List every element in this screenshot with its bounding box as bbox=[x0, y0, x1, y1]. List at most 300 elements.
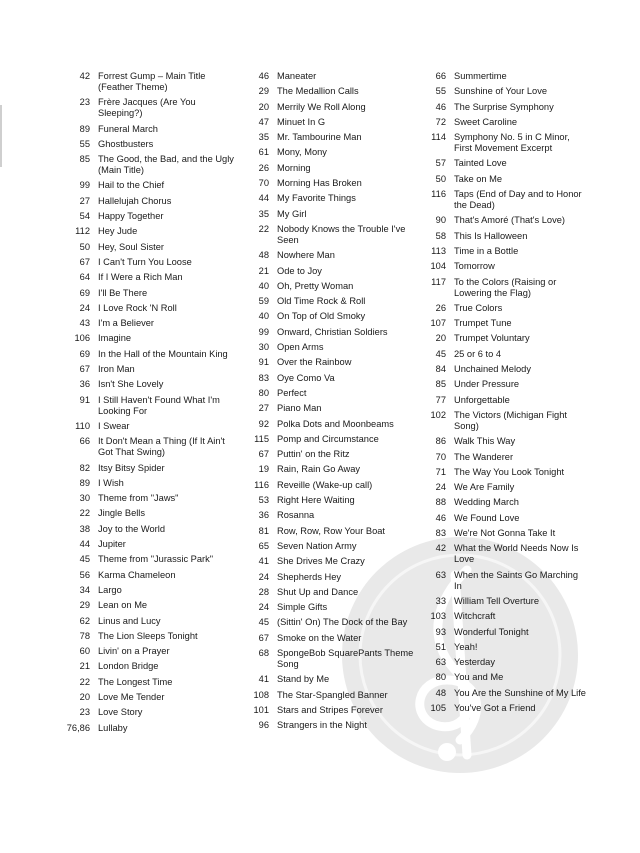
page-number: 24 bbox=[258, 602, 269, 613]
page-number: 82 bbox=[79, 462, 90, 473]
page-number: 99 bbox=[258, 326, 269, 337]
page-number: 36 bbox=[79, 379, 90, 390]
index-entry bbox=[66, 154, 238, 176]
song-title: Oye Como Va bbox=[277, 372, 335, 383]
page-number: 26 bbox=[435, 302, 446, 313]
page-number: 81 bbox=[258, 525, 269, 536]
song-title: Onward, Christian Soldiers bbox=[277, 326, 388, 337]
index-entry bbox=[66, 139, 238, 150]
song-title: Over the Rainbow bbox=[277, 357, 352, 368]
song-title: That's Amoré (That's Love) bbox=[454, 215, 566, 226]
index-entry bbox=[422, 672, 588, 683]
page-number: 105 bbox=[430, 702, 446, 713]
page-number: 22 bbox=[79, 676, 90, 687]
index-entry bbox=[66, 646, 238, 657]
page-number: 101 bbox=[253, 704, 269, 715]
page-number: 22 bbox=[258, 223, 269, 234]
page-number: 50 bbox=[435, 173, 446, 184]
page-number: 67 bbox=[258, 449, 269, 460]
page-number: 44 bbox=[258, 193, 269, 204]
song-title: Symphony No. 5 in C Minor, First Movement Excerpt bbox=[454, 132, 570, 154]
page-number: 24 bbox=[258, 571, 269, 582]
song-title: The Good, the Bad, and the Ugly (Main Title) bbox=[98, 154, 234, 176]
song-title: Hallelujah Chorus bbox=[98, 195, 172, 206]
song-title: In the Hall of the Mountain King bbox=[98, 348, 228, 359]
page-number: 76,86 bbox=[66, 722, 90, 733]
index-entry bbox=[422, 528, 588, 539]
page-number: 115 bbox=[254, 433, 269, 444]
page-number: 29 bbox=[79, 600, 90, 611]
index-entry bbox=[422, 452, 588, 463]
index-entry bbox=[245, 224, 415, 246]
song-title: It Don't Mean a Thing (If It Ain't Got That Swing) bbox=[98, 436, 225, 458]
index-entry bbox=[245, 266, 415, 277]
page-number: 42 bbox=[79, 71, 90, 81]
song-title: Reveille (Wake-up call) bbox=[277, 479, 373, 490]
page-number: 102 bbox=[430, 409, 446, 420]
index-entry bbox=[245, 71, 415, 82]
index-entry bbox=[245, 163, 415, 174]
index-entry bbox=[422, 333, 588, 344]
song-title: Stars and Stripes Forever bbox=[277, 704, 383, 715]
page-number: 63 bbox=[435, 657, 446, 668]
song-title: We Are Family bbox=[454, 482, 515, 493]
song-title: Happy Together bbox=[98, 211, 164, 222]
index-entry bbox=[66, 226, 238, 237]
page-number: 104 bbox=[430, 261, 446, 272]
index-entry bbox=[245, 434, 415, 445]
page-number: 51 bbox=[435, 641, 446, 652]
song-title: The Longest Time bbox=[98, 676, 173, 687]
song-title: Take on Me bbox=[454, 173, 503, 184]
index-entry bbox=[245, 617, 415, 628]
song-title: We Found Love bbox=[454, 512, 520, 523]
song-title: Shepherds Hey bbox=[277, 571, 342, 582]
song-title: Morning Has Broken bbox=[277, 178, 362, 189]
song-title: My Girl bbox=[277, 208, 307, 219]
page-number: 20 bbox=[258, 101, 269, 112]
page-number: 58 bbox=[435, 230, 446, 241]
index-entry bbox=[66, 692, 238, 703]
song-title: The Lion Sleeps Tonight bbox=[98, 630, 198, 641]
page-number: 107 bbox=[430, 318, 446, 329]
index-entry bbox=[66, 421, 238, 432]
index-entry bbox=[422, 482, 588, 493]
index-entry bbox=[66, 723, 238, 734]
index-entry bbox=[245, 178, 415, 189]
index-entry bbox=[245, 510, 415, 521]
song-title: Joy to the World bbox=[98, 523, 166, 534]
page-number: 43 bbox=[79, 318, 90, 329]
song-title: Strangers in the Night bbox=[277, 720, 367, 731]
page-number: 27 bbox=[79, 195, 90, 206]
index-entry bbox=[422, 132, 588, 154]
song-title: Itsy Bitsy Spider bbox=[98, 462, 165, 473]
song-title: If I Were a Rich Man bbox=[98, 272, 183, 283]
index-column-3 bbox=[422, 71, 588, 718]
page-number: 89 bbox=[79, 123, 90, 134]
index-entry bbox=[422, 215, 588, 226]
index-entry bbox=[245, 342, 415, 353]
index-entry bbox=[66, 349, 238, 360]
page-number: 44 bbox=[79, 539, 90, 550]
page-number: 55 bbox=[79, 138, 90, 149]
index-entry bbox=[422, 642, 588, 653]
index-entry bbox=[66, 585, 238, 596]
song-title: Isn't She Lovely bbox=[98, 379, 164, 390]
page-number: 46 bbox=[435, 101, 446, 112]
page-number: 67 bbox=[258, 632, 269, 643]
page-number: 46 bbox=[258, 71, 269, 81]
page-number: 110 bbox=[75, 420, 90, 431]
index-entry bbox=[422, 303, 588, 314]
index-entry bbox=[245, 86, 415, 97]
song-title: William Tell Overture bbox=[454, 595, 540, 606]
page-number: 19 bbox=[258, 464, 269, 475]
index-entry bbox=[66, 616, 238, 627]
song-title: Shut Up and Dance bbox=[277, 586, 359, 597]
index-entry bbox=[422, 703, 588, 714]
song-title: Perfect bbox=[277, 387, 307, 398]
page-number: 66 bbox=[79, 436, 90, 447]
song-title: Karma Chameleon bbox=[98, 569, 176, 580]
song-title: Linus and Lucy bbox=[98, 615, 161, 626]
index-entry bbox=[66, 600, 238, 611]
song-title: Stand by Me bbox=[277, 674, 330, 685]
index-entry bbox=[245, 480, 415, 491]
song-title: Love Me Tender bbox=[98, 691, 165, 702]
song-title: I'll Be There bbox=[98, 287, 148, 298]
page-number: 53 bbox=[258, 495, 269, 506]
song-title: Trumpet Voluntary bbox=[454, 333, 530, 344]
page-number: 45 bbox=[79, 554, 90, 565]
index-entry bbox=[245, 526, 415, 537]
song-title: Under Pressure bbox=[454, 379, 520, 390]
song-title: (Sittin' On) The Dock of the Bay bbox=[277, 617, 408, 628]
page-number: 85 bbox=[435, 379, 446, 390]
song-title: Forrest Gump – Main Title (Feather Theme) bbox=[98, 71, 206, 92]
index-entry bbox=[245, 117, 415, 128]
page-number: 57 bbox=[435, 158, 446, 169]
song-title: Wonderful Tonight bbox=[454, 626, 529, 637]
song-title: I Still Haven't Found What I'm Looking For bbox=[98, 394, 220, 416]
index-entry bbox=[422, 189, 588, 211]
song-title: Funeral March bbox=[98, 123, 158, 134]
page-number: 69 bbox=[79, 348, 90, 359]
song-title: Row, Row, Row Your Boat bbox=[277, 525, 386, 536]
index-entry bbox=[245, 587, 415, 598]
page-number: 70 bbox=[258, 178, 269, 189]
song-title: Mony, Mony bbox=[277, 147, 327, 158]
page-number: 106 bbox=[74, 333, 90, 344]
index-entry bbox=[245, 720, 415, 731]
index-entry bbox=[245, 556, 415, 567]
index-entry bbox=[422, 158, 588, 169]
index-entry bbox=[245, 209, 415, 220]
song-title: I Can't Turn You Loose bbox=[98, 256, 192, 267]
song-title: Tainted Love bbox=[454, 158, 507, 169]
index-entry bbox=[422, 410, 588, 432]
index-entry bbox=[422, 231, 588, 242]
index-entry bbox=[245, 403, 415, 414]
index-entry bbox=[422, 543, 588, 565]
song-title: Oh, Pretty Woman bbox=[277, 280, 354, 291]
song-title: Rosanna bbox=[277, 510, 315, 521]
song-title: 25 or 6 to 4 bbox=[454, 348, 502, 359]
song-title: The Way You Look Tonight bbox=[454, 466, 565, 477]
song-title: I'm a Believer bbox=[98, 318, 155, 329]
index-entry bbox=[422, 611, 588, 622]
index-entry bbox=[66, 436, 238, 458]
song-title: Time in a Bottle bbox=[454, 245, 519, 256]
song-title: When the Saints Go Marching In bbox=[454, 569, 579, 591]
page-number: 63 bbox=[435, 569, 446, 580]
song-title: Open Arms bbox=[277, 342, 324, 353]
song-title: Morning bbox=[277, 162, 311, 173]
song-title: Unchained Melody bbox=[454, 364, 532, 375]
index-entry bbox=[245, 281, 415, 292]
page-number: 116 bbox=[254, 479, 269, 490]
index-entry bbox=[422, 627, 588, 638]
index-entry bbox=[66, 554, 238, 565]
index-entry bbox=[66, 242, 238, 253]
song-index bbox=[0, 71, 640, 831]
index-entry bbox=[422, 117, 588, 128]
song-title: I Love Rock 'N Roll bbox=[98, 302, 177, 313]
index-entry bbox=[245, 648, 415, 670]
page-number: 114 bbox=[431, 132, 446, 143]
page-number: 86 bbox=[435, 436, 446, 447]
song-title: The Surprise Symphony bbox=[454, 101, 554, 112]
index-entry bbox=[66, 97, 238, 119]
page-number: 92 bbox=[258, 418, 269, 429]
index-entry bbox=[66, 631, 238, 642]
song-title: Sweet Caroline bbox=[454, 116, 518, 127]
song-title: She Drives Me Crazy bbox=[277, 556, 365, 567]
song-title: What the World Needs Now Is Love bbox=[454, 543, 579, 565]
song-title: Jingle Bells bbox=[98, 508, 146, 519]
index-entry bbox=[66, 677, 238, 688]
index-entry bbox=[245, 250, 415, 261]
page-number: 85 bbox=[79, 154, 90, 165]
song-title: Lean on Me bbox=[98, 600, 148, 611]
page-number: 71 bbox=[435, 466, 446, 477]
index-column-2 bbox=[245, 71, 415, 735]
index-entry bbox=[66, 196, 238, 207]
song-title: Jupiter bbox=[98, 539, 126, 550]
song-title: Old Time Rock & Roll bbox=[277, 296, 366, 307]
index-entry bbox=[245, 705, 415, 716]
index-entry bbox=[245, 327, 415, 338]
page-number: 55 bbox=[435, 86, 446, 97]
song-title: Puttin' on the Ritz bbox=[277, 449, 350, 460]
page-number: 35 bbox=[258, 132, 269, 143]
page-number: 117 bbox=[431, 276, 446, 287]
page-number: 27 bbox=[258, 403, 269, 414]
page-number: 50 bbox=[79, 241, 90, 252]
song-title: SpongeBob SquarePants Theme Song bbox=[277, 647, 414, 669]
page-number: 72 bbox=[435, 116, 446, 127]
index-entry bbox=[66, 303, 238, 314]
page-number: 23 bbox=[79, 97, 90, 108]
index-entry bbox=[422, 688, 588, 699]
song-title: Hey, Soul Sister bbox=[98, 241, 164, 252]
song-title: This Is Halloween bbox=[454, 230, 528, 241]
page-number: 36 bbox=[258, 510, 269, 521]
index-entry bbox=[422, 261, 588, 272]
index-entry bbox=[66, 463, 238, 474]
song-title: Livin' on a Prayer bbox=[98, 646, 170, 657]
page-number: 45 bbox=[435, 348, 446, 359]
page-number: 45 bbox=[258, 617, 269, 628]
song-title: Theme from "Jaws" bbox=[98, 493, 179, 504]
index-entry bbox=[66, 379, 238, 390]
index-entry bbox=[66, 570, 238, 581]
song-title: Taps (End of Day and to Honor the Dead) bbox=[454, 189, 582, 211]
song-title: Right Here Waiting bbox=[277, 495, 355, 506]
page-number: 67 bbox=[79, 364, 90, 375]
page-number: 90 bbox=[435, 215, 446, 226]
index-entry bbox=[245, 296, 415, 307]
page-number: 24 bbox=[435, 482, 446, 493]
index-entry bbox=[245, 147, 415, 158]
index-entry bbox=[66, 364, 238, 375]
song-title: Hey Jude bbox=[98, 226, 138, 237]
song-title: Walk This Way bbox=[454, 436, 516, 447]
index-entry bbox=[245, 193, 415, 204]
index-entry bbox=[245, 541, 415, 552]
index-entry bbox=[422, 174, 588, 185]
index-entry bbox=[245, 373, 415, 384]
index-entry bbox=[422, 86, 588, 97]
song-title: The Star-Spangled Banner bbox=[277, 689, 388, 700]
page-number: 21 bbox=[79, 661, 90, 672]
song-title: Love Story bbox=[98, 707, 143, 718]
index-entry bbox=[245, 633, 415, 644]
page-number: 67 bbox=[79, 256, 90, 267]
song-title: On Top of Old Smoky bbox=[277, 311, 366, 322]
page-number: 41 bbox=[258, 556, 269, 567]
page-number: 21 bbox=[258, 265, 269, 276]
song-title: Hail to the Chief bbox=[98, 180, 165, 191]
page-number: 54 bbox=[79, 211, 90, 222]
index-entry bbox=[66, 395, 238, 417]
page-number: 35 bbox=[258, 208, 269, 219]
index-entry bbox=[245, 102, 415, 113]
page-number: 68 bbox=[258, 647, 269, 658]
index-entry bbox=[245, 572, 415, 583]
song-title: You've Got a Friend bbox=[454, 702, 536, 713]
index-entry bbox=[245, 419, 415, 430]
song-title: To the Colors (Raising or Lowering the Flag) bbox=[454, 276, 557, 298]
page-number: 48 bbox=[258, 250, 269, 261]
song-title: Piano Man bbox=[277, 403, 322, 414]
page-number: 78 bbox=[79, 630, 90, 641]
page-number: 26 bbox=[258, 162, 269, 173]
index-entry bbox=[66, 71, 238, 93]
page-number: 83 bbox=[258, 372, 269, 383]
page-number: 80 bbox=[258, 387, 269, 398]
page-number: 93 bbox=[435, 626, 446, 637]
page-number: 84 bbox=[435, 364, 446, 375]
index-entry bbox=[245, 388, 415, 399]
song-title: The Victors (Michigan Fight Song) bbox=[454, 409, 567, 431]
index-entry bbox=[422, 318, 588, 329]
page-number: 46 bbox=[435, 512, 446, 523]
index-entry bbox=[422, 497, 588, 508]
song-title: Mr. Tambourine Man bbox=[277, 132, 362, 143]
song-title: You and Me bbox=[454, 672, 504, 683]
song-title: Nobody Knows the Trouble I've Seen bbox=[277, 223, 406, 245]
index-entry bbox=[66, 318, 238, 329]
index-entry bbox=[66, 180, 238, 191]
index-entry bbox=[66, 493, 238, 504]
page-number: 42 bbox=[435, 543, 446, 554]
page-number: 96 bbox=[258, 720, 269, 731]
page-number: 24 bbox=[79, 302, 90, 313]
page-number: 29 bbox=[258, 86, 269, 97]
page-number: 70 bbox=[435, 451, 446, 462]
page-number: 28 bbox=[258, 586, 269, 597]
index-entry bbox=[422, 570, 588, 592]
page-number: 22 bbox=[79, 508, 90, 519]
page-number: 34 bbox=[79, 584, 90, 595]
page-number: 91 bbox=[79, 394, 90, 405]
page-number: 61 bbox=[258, 147, 269, 158]
song-title: Trumpet Tune bbox=[454, 318, 512, 329]
index-entry bbox=[66, 124, 238, 135]
song-title: Wedding March bbox=[454, 497, 519, 508]
song-title: Maneater bbox=[277, 71, 317, 81]
page-number: 112 bbox=[75, 226, 90, 237]
page-number: 103 bbox=[430, 611, 446, 622]
song-title: You Are the Sunshine of My Life bbox=[454, 687, 586, 698]
index-entry bbox=[422, 596, 588, 607]
song-title: Yeah! bbox=[454, 641, 478, 652]
song-title: Minuet In G bbox=[277, 116, 326, 127]
index-entry bbox=[66, 539, 238, 550]
page-number: 99 bbox=[79, 180, 90, 191]
index-entry bbox=[422, 364, 588, 375]
page-number: 23 bbox=[79, 707, 90, 718]
index-entry bbox=[245, 357, 415, 368]
song-title: Lullaby bbox=[98, 722, 128, 733]
page-number: 113 bbox=[431, 245, 446, 256]
index-entry bbox=[66, 707, 238, 718]
index-entry bbox=[245, 311, 415, 322]
page-number: 91 bbox=[258, 357, 269, 368]
song-title: Pomp and Circumstance bbox=[277, 433, 379, 444]
song-title: I Wish bbox=[98, 477, 124, 488]
index-entry bbox=[66, 333, 238, 344]
page-number: 64 bbox=[79, 272, 90, 283]
page-number: 60 bbox=[79, 646, 90, 657]
page-number: 62 bbox=[79, 615, 90, 626]
index-entry bbox=[245, 464, 415, 475]
song-title: Polka Dots and Moonbeams bbox=[277, 418, 394, 429]
song-title: Ghostbusters bbox=[98, 138, 154, 149]
song-title: Rain, Rain Go Away bbox=[277, 464, 361, 475]
song-title: Unforgettable bbox=[454, 394, 510, 405]
page-number: 88 bbox=[435, 497, 446, 508]
page-number: 69 bbox=[79, 287, 90, 298]
index-entry bbox=[66, 272, 238, 283]
index-entry bbox=[66, 211, 238, 222]
page-number: 30 bbox=[258, 342, 269, 353]
song-title: Seven Nation Army bbox=[277, 540, 357, 551]
index-entry bbox=[422, 102, 588, 113]
index-entry bbox=[422, 395, 588, 406]
